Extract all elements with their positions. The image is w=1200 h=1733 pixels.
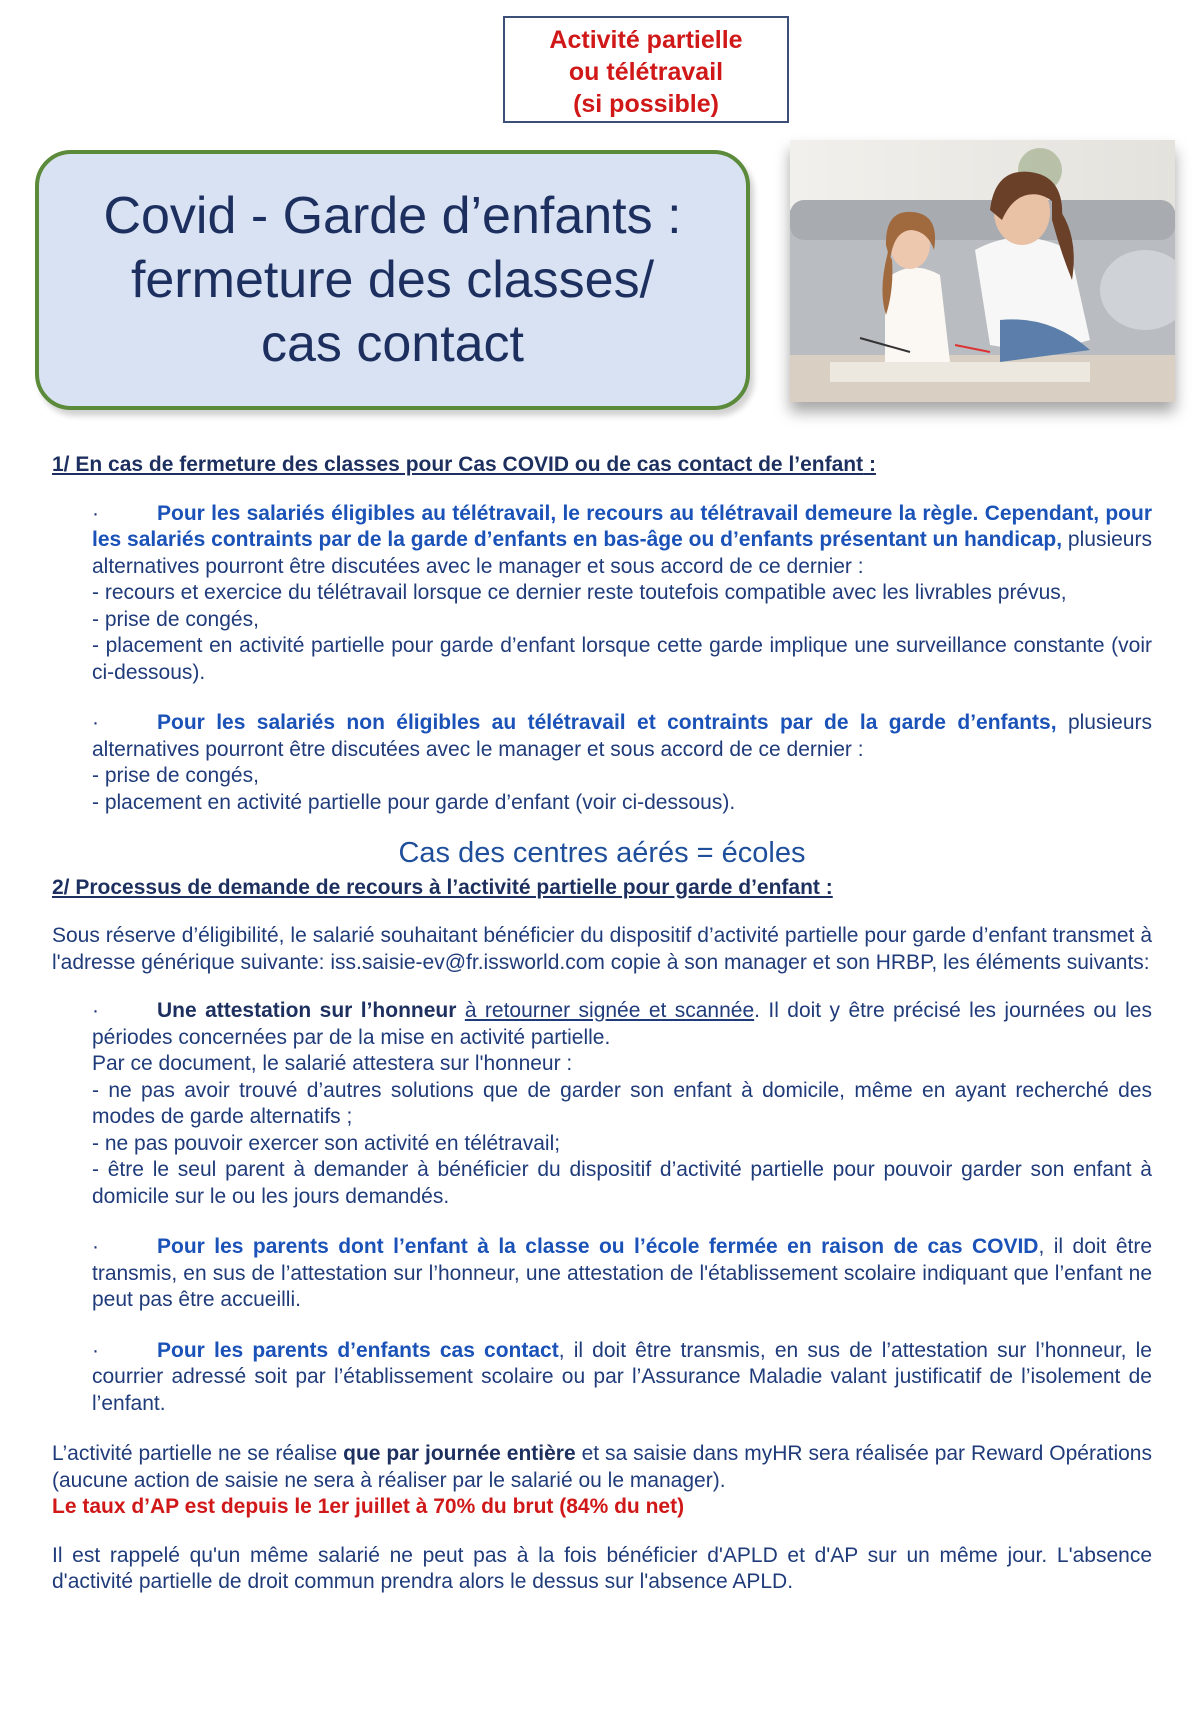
title-line-2: fermeture des classes/ [130, 251, 655, 309]
list-item: - prise de congés, [92, 607, 259, 631]
mode-badge [503, 16, 789, 123]
list-item: - recours et exercice du télétravail lorsque ce dernier reste toutefois compatible avec les livrables prévus, [92, 581, 1067, 604]
title-line-3: cas contact [260, 315, 525, 373]
list-item: - prise de congés, [92, 764, 259, 787]
bullet-bold: Une attestation sur l’honneur [157, 999, 457, 1022]
section-1-bullet-1 [92, 501, 1152, 687]
list-item: - être le seul parent à demander à bénéficier du dispositif d’activité partielle pour pouvoir garder son enfant à domicile sur le ou les jours demandés. [92, 1158, 1152, 1208]
bullet-text: . Il doit y être précisé les journées ou les périodes concernées par de la mise en activité partielle. [92, 999, 1152, 1049]
bullet-underlined: à retourner signée et scannée [464, 999, 755, 1022]
section-2-bullet-3 [92, 1338, 1152, 1418]
footer-paragraph-2: Il est rappelé qu'un même salarié ne peut pas à la fois bénéficier d'APLD et d'AP sur un même jour. L'absence d'activité partielle de droit commun prendra alors le dessus sur l'absence APLD. [52, 1543, 1152, 1593]
list-item: - placement en activité partielle pour garde d’enfant (voir ci-dessous). [92, 790, 736, 814]
bullet-bold: Pour les parents d’enfants cas contact [157, 1338, 559, 1362]
bullet-marker: · [92, 501, 99, 525]
badge-line-1: Activité partielle [549, 26, 743, 54]
badge-line-2: ou télétravail [568, 58, 724, 86]
section-1-bullet-2 [92, 710, 1152, 816]
title-line-1: Covid - Garde d’enfants : [103, 187, 682, 245]
bullet-text: plusieurs alternatives pourront être discutées avec le manager et sous accord de ce dernier : [92, 528, 1152, 578]
section-2-heading: 2/ Processus de demande de recours à l’activité partielle pour garde d’enfant : [52, 875, 833, 899]
section-2-bullet-2 [92, 1234, 1152, 1314]
footer-text: et sa saisie dans myHR sera réalisée par Reward Opérations (aucune action de saisie ne sera à réaliser par le salarié ou le manager). [52, 1442, 1152, 1492]
list-item: - placement en activité partielle pour garde d’enfant lorsque cette garde implique une surveillance constante (voir ci-dessous). [92, 634, 1152, 684]
section-2-intro: Sous réserve d’éligibilité, le salarié souhaitant bénéficier du dispositif d’activité partielle pour garde d’enfant transmet à l'adresse générique suivante: iss.saisie-ev@fr.issworld.com copie à son manager et son HRBP, les éléments suivants: [52, 924, 1152, 974]
bullet-marker: · [92, 1338, 99, 1362]
badge-line-3: (si possible) [573, 90, 719, 118]
page-title [35, 150, 750, 410]
bullet-marker: · [92, 711, 99, 734]
footer-bold: que par journée entière [343, 1442, 576, 1465]
list-item: Par ce document, le salarié attestera sur l'honneur : [92, 1052, 573, 1075]
section-1-heading: 1/ En cas de fermeture des classes pour Cas COVID ou de cas contact de l’enfant : [52, 453, 876, 476]
list-item: - ne pas pouvoir exercer son activité en télétravail; [92, 1131, 561, 1155]
mother-daughter-photo [790, 140, 1175, 402]
bullet-marker: · [92, 999, 99, 1022]
bullet-bold-a: Pour les salariés éligibles au télétravail, le recours au télétravail demeure la règle. [157, 501, 979, 525]
bullet-text: , il doit être transmis, en sus de l’attestation sur l’honneur, une attestation de l'établissement scolaire indiquant que l’enfant ne peut pas être accueilli. [92, 1235, 1153, 1311]
bullet-bold-b: Cependant, pour les salariés contraints par de la garde d’enfants en bas-âge ou d’enfants présentant un handicap, [92, 501, 1152, 551]
document-body [52, 452, 1152, 1596]
bullet-marker: · [92, 1235, 99, 1258]
section-2-bullet-1 [92, 998, 1152, 1210]
footer-paragraph-1 [52, 1441, 1152, 1521]
rate-notice: Le taux d’AP est depuis le 1er juillet à 70% du brut (84% du net) [52, 1495, 685, 1518]
bullet-text: , il doit être transmis, en sus de l’attestation sur l’honneur, le courrier adressé soit par l’établissement scolaire ou par l’Assurance Maladie valant justificatif de l’isolement de l’enfant. [92, 1338, 1152, 1415]
list-item: - ne pas avoir trouvé d’autres solutions que de garder son enfant à domicile, même en ayant recherché des modes de garde alternatifs ; [92, 1078, 1152, 1128]
bullet-bold: Pour les parents dont l’enfant à la classe ou l’école fermée en raison de cas COVID [157, 1235, 1039, 1258]
bullet-bold: Pour les salariés non éligibles au télétravail et contraints par de la garde d’enfants, [157, 711, 1057, 734]
footer-text: L’activité partielle ne se réalise [52, 1442, 344, 1465]
bullet-text: plusieurs alternatives pourront être discutées avec le manager et sous accord de ce dernier : [92, 711, 1152, 761]
centered-note: Cas des centres aérés = écoles [398, 837, 806, 869]
